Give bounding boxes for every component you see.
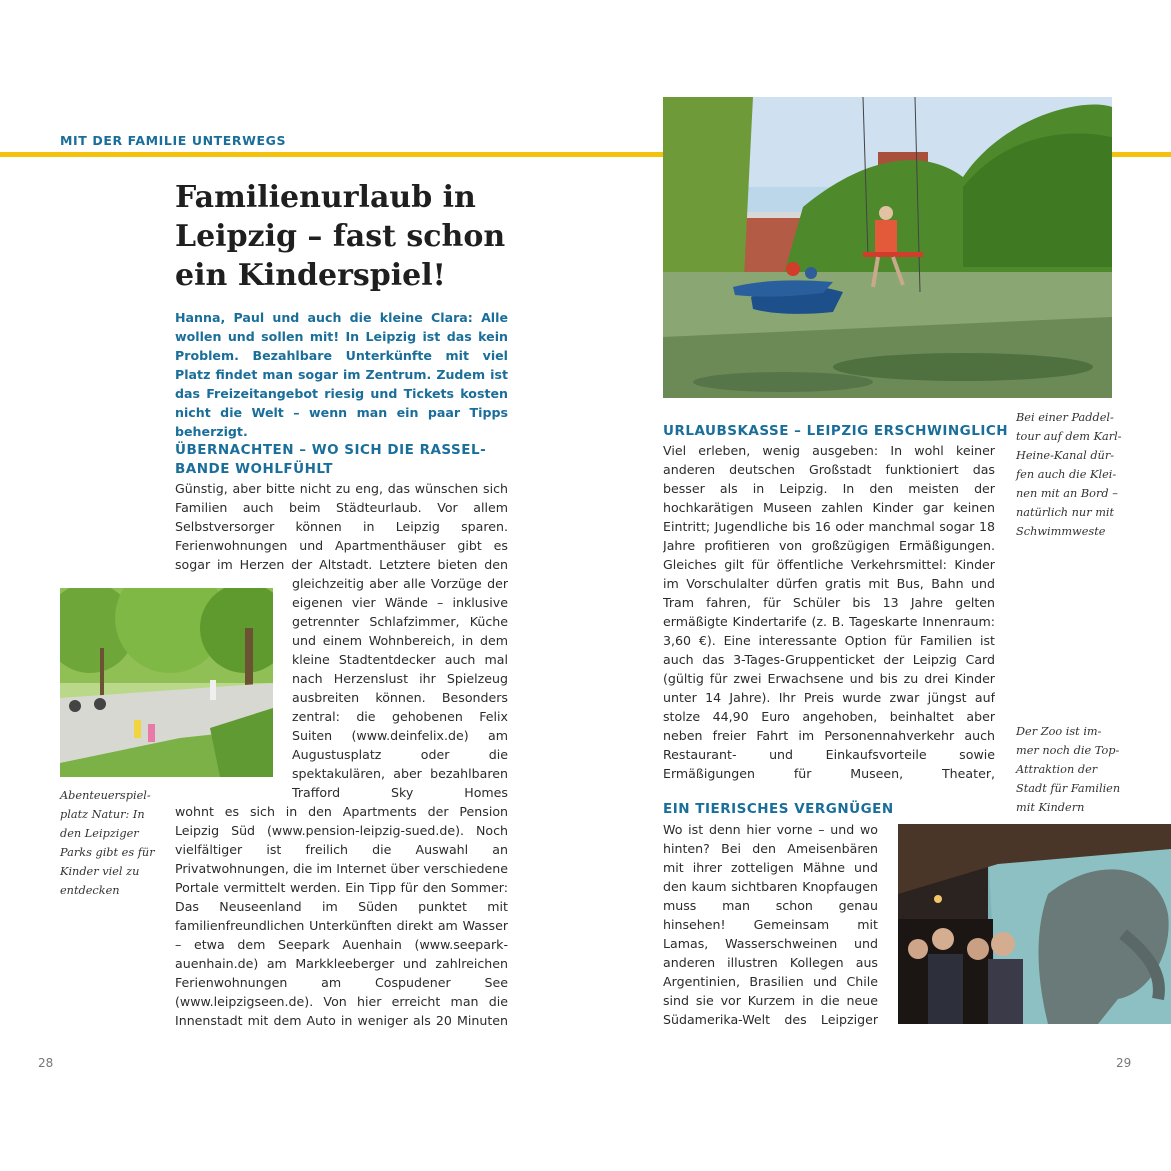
title-line: Leipzig – fast schon <box>175 219 506 254</box>
body-text-full: Günstig, aber bitte nicht zu eng, das wünschen sich Familien auch beim Städteurlaub. Vor allem Selbstversorger können in Leipzig sparen. Ferienwohnungen und Apartmenthäuser gibt es sogar im Herzen der Altstadt. Letztere bieten den <box>175 481 508 572</box>
body-text-zoo: Wo ist denn hier vorne – und wo hinten? Bei den Ameisenbären mit ihrer zotteligen Mähne und den kaum sichtbaren Knopfaugen muss man schon genau hinsehen! Gemeinsam mit Lamas, Wasserschweinen und anderen illustren Kollegen aus Argentinien, Brasilien und Chile sind sie vor Kurzem in die neue Südamerika-Welt des Leipziger <box>663 822 878 1027</box>
caption-line: fen auch die Klei- <box>1016 468 1117 481</box>
section-heading-budget: URLAUBSKASSE – LEIPZIG ERSCHWINGLICH <box>663 423 1009 439</box>
section-heading-zoo: EIN TIERISCHES VERGNÜGEN <box>663 801 894 817</box>
body-text-narrow: gleichzeitig aber alle Vorzüge der eigenen vier Wände – inklusive getrennter Schlafzimmer, Küche und einem Wohnbereich, in dem kleine Stadtentdecker auch mal nach Herzenslust ihr Spielzeug ausbreiten können. Besonders zentral: die gehobenen Felix Suiten (www.deinfelix.de) am Augustusplatz oder die spektakulären, aber bezahlbaren Trafford Sky Homes <box>292 576 508 800</box>
section-label: MIT DER FAMILIE UNTERWEGS <box>60 133 287 148</box>
accent-rule-right <box>1112 152 1171 157</box>
heading-line: BANDE WOHLFÜHLT <box>175 461 333 477</box>
caption-line: den Leipziger <box>60 827 139 840</box>
caption-line: entdecken <box>60 884 120 897</box>
body-text-bottom: wohnt es sich in den Apartments der Pension Leipzig Süd (www.pension-leipzig-sued.de). Noch vielfältiger ist freilich die Auswahl an Privatwohnungen, die im Internet über verschiedene Portale vermittelt werden. Ein Tipp für den Sommer: Das Neuseenland im Süden punktet mit familienfreundlichen Unterkünften direkt am Wasser – etwa dem Seepark Auenhain (www.seepark-auenhain.de) am Markkleeberger und zahlreichen Ferienwohnungen am Cospudener See (www.leipzigseen.de). Von hier erreicht man die Innenstadt mit dem Auto in weniger als 20 Minuten <box>175 804 508 1028</box>
title-line: ein Kinderspiel! <box>175 258 446 293</box>
caption-line: mer noch die Top- <box>1016 744 1120 757</box>
caption-line: nen mit an Bord – <box>1016 487 1118 500</box>
park-caption <box>60 786 170 900</box>
caption-line: Abenteuerspiel- <box>60 789 151 802</box>
caption-line: Parks gibt es für <box>60 846 155 859</box>
intro-paragraph: Hanna, Paul und auch die kleine Clara: Alle wollen und sollen mit! In Leipzig ist das kein Problem. Bezahlbare Unterkünfte mit viel Platz findet man sogar im Zentrum. Zudem ist das Freizeitangebot riesig und Tickets kosten nicht die Welt – wenn man ein paar Tipps beherzigt. <box>175 310 508 439</box>
section-heading-overnight <box>175 441 515 479</box>
caption-line: mit Kindern <box>1016 801 1085 814</box>
zoo-elephant-photo <box>898 824 1171 1024</box>
heading-line: ÜBERNACHTEN – WO SICH DIE RASSEL- <box>175 442 487 458</box>
accent-rule-left <box>0 152 663 157</box>
park-photo <box>60 588 273 777</box>
page-number-right: 29 <box>1116 1056 1132 1070</box>
page-number-left: 28 <box>38 1056 54 1070</box>
caption-line: Kinder viel zu <box>60 865 140 878</box>
zoo-caption <box>1016 722 1136 817</box>
canal-caption <box>1016 408 1136 541</box>
caption-line: Schwimmweste <box>1016 525 1106 538</box>
body-text-budget: Viel erleben, wenig ausgeben: In wohl keiner anderen deutschen Großstadt funktioniert das besser als in Leipzig. In den meisten der hochkarätigen Museen zahlen Kinder gar keinen Eintritt; Jugendliche bis 16 oder manchmal sogar 18 Jahre profitieren von großzügigen Ermäßigungen. Gleiches gilt für öffentliche Verkehrsmittel: Kinder im Vorschulalter dürfen gratis mit Bus, Bahn und Tram fahren, für Schüler bis 13 Jahre gelten ermäßigte Kindertarife (z. B. Tageskarte Innenraum: 3,60 €). Eine interessante Option für Familien ist auch das 3-Tages-Gruppenticket der Leipzig Card (gültig für zwei Erwachsene und bis zu drei Kinder unter 14 Jahre). Ihr Preis wurde zwar jüngst auf stolze 44,90 Euro angehoben, beinhaltet aber neben freier Fahrt im Personennahverkehr auch Restaurant- und Einkaufsvorteile sowie Ermäßigungen für Museen, Theater, <box>663 443 995 781</box>
caption-line: Heine-Kanal dür- <box>1016 449 1115 462</box>
caption-line: Bei einer Paddel- <box>1016 411 1114 424</box>
caption-line: Der Zoo ist im- <box>1016 725 1102 738</box>
title-line: Familienurlaub in <box>175 180 476 215</box>
caption-line: natürlich nur mit <box>1016 506 1115 519</box>
page-title <box>175 178 515 295</box>
caption-line: platz Natur: In <box>60 808 145 821</box>
canal-paddle-photo <box>663 97 1112 398</box>
caption-line: Attraktion der <box>1016 763 1098 776</box>
caption-line: Stadt für Familien <box>1016 782 1121 795</box>
caption-line: tour auf dem Karl- <box>1016 430 1122 443</box>
